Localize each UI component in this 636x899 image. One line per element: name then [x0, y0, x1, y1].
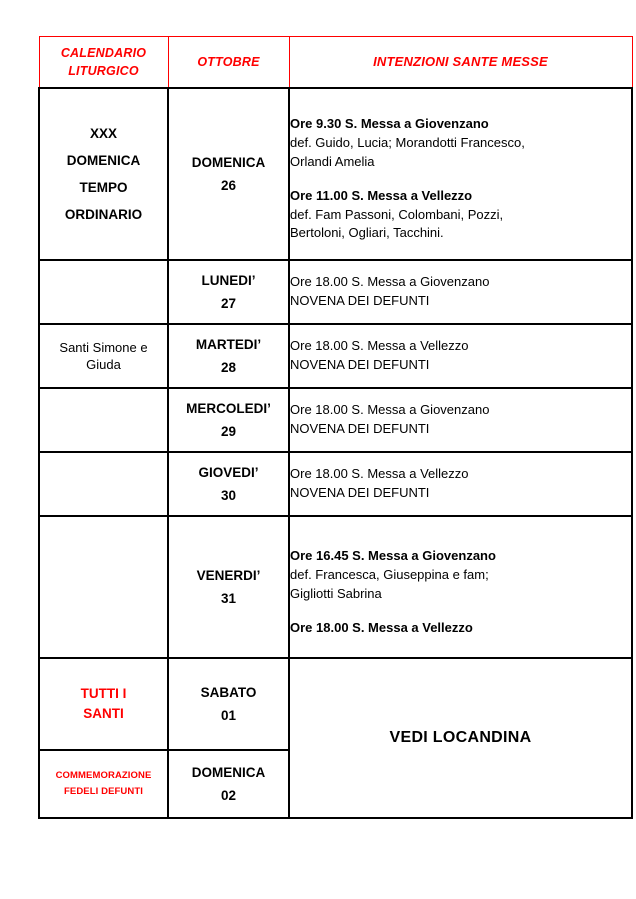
table-row: [39, 658, 632, 750]
liturgical-line-2: Giuda: [86, 357, 121, 373]
liturgical-line-1: XXX: [89, 126, 117, 142]
header-row: [39, 37, 632, 89]
mass-entry: [290, 273, 631, 311]
table-body: [39, 88, 632, 818]
table-row: [39, 388, 632, 452]
liturgical-cell-domenica-26: [39, 88, 168, 260]
day-name: MARTEDI’: [195, 336, 262, 352]
mass-title: Ore 18.00 S. Messa a Vellezzo: [290, 466, 469, 482]
mass-entry: [290, 547, 631, 604]
day-name: DOMENICA: [191, 764, 266, 780]
mass-detail-line: Gigliotti Sabrina: [290, 585, 382, 601]
mass-detail-line: NOVENA DEI DEFUNTI: [290, 293, 430, 309]
day-cell-01: [168, 658, 289, 750]
liturgical-line-2: SANTI: [83, 706, 124, 722]
day-cell-27: [168, 260, 289, 324]
mass-detail-line: Orlandi Amelia: [290, 153, 375, 169]
header-calendario-line2: LITURGICO: [68, 64, 139, 79]
liturgical-line-1: COMMEMORAZIONE: [55, 770, 152, 782]
day-name: VENERDI’: [196, 567, 261, 583]
day-cell-31: [168, 516, 289, 658]
day-name: SABATO: [200, 684, 257, 700]
mass-title: Ore 18.00 S. Messa a Vellezzo: [290, 338, 469, 354]
table-header: [39, 37, 632, 89]
merged-note-vedi-locandina: VEDI LOCANDINA: [289, 658, 632, 818]
mass-title: Ore 18.00 S. Messa a Vellezzo: [290, 619, 473, 635]
header-ottobre: OTTOBRE: [168, 37, 289, 89]
day-cell-29: [168, 388, 289, 452]
header-calendario-line1: CALENDARIO: [60, 46, 147, 60]
day-cell-30: [168, 452, 289, 516]
day-cell-28: [168, 324, 289, 388]
mass-detail-line: def. Francesca, Giuseppina e fam;: [290, 566, 489, 582]
mass-detail-line: def. Guido, Lucia; Morandotti Francesco,: [290, 135, 525, 151]
table-row: [39, 516, 632, 658]
mass-detail-line: NOVENA DEI DEFUNTI: [290, 357, 430, 373]
mass-entry: [290, 115, 631, 172]
mass-title: Ore 11.00 S. Messa a Vellezzo: [290, 187, 473, 203]
mass-detail-line: NOVENA DEI DEFUNTI: [290, 485, 430, 501]
mass-entry: [290, 187, 631, 244]
liturgical-cell-lunedi-27: [39, 260, 168, 324]
liturgical-line-2: DOMENICA: [66, 153, 141, 169]
mass-detail-line: NOVENA DEI DEFUNTI: [290, 421, 430, 437]
mass-title: Ore 18.00 S. Messa a Giovenzano: [290, 274, 490, 290]
day-number: 01: [220, 708, 237, 724]
header-intenzioni-sante-messe: INTENZIONI SANTE MESSE: [289, 37, 632, 89]
day-number: 26: [220, 178, 237, 194]
day-cell-02: [168, 750, 289, 818]
day-number: 31: [220, 591, 237, 607]
liturgical-line-4: ORDINARIO: [64, 207, 143, 223]
table-row: [39, 260, 632, 324]
header-calendario-liturgico: [39, 37, 168, 89]
day-name: GIOVEDI’: [198, 464, 259, 480]
day-name: DOMENICA: [191, 154, 266, 170]
day-number: 28: [220, 360, 237, 376]
day-name: LUNEDI’: [201, 272, 256, 288]
liturgical-cell-martedi-28: [39, 324, 168, 388]
liturgical-cell-giovedi-30: [39, 452, 168, 516]
mass-detail-line: Bertoloni, Ogliari, Tacchini.: [290, 225, 444, 241]
mass-title: Ore 18.00 S. Messa a Giovenzano: [290, 402, 490, 418]
mass-title: Ore 9.30 S. Messa a Giovenzano: [290, 116, 489, 132]
liturgical-cell-mercoledi-29: [39, 388, 168, 452]
liturgical-cell-sabato-01: [39, 658, 168, 750]
day-name: MERCOLEDI’: [186, 400, 271, 416]
table-row: [39, 88, 632, 260]
liturgical-cell-domenica-02: [39, 750, 168, 818]
day-number: 02: [220, 788, 237, 804]
intentions-cell-26: [289, 88, 632, 260]
intentions-cell-31: [289, 516, 632, 658]
liturgical-line-1: TUTTI I: [80, 686, 127, 701]
mass-entry: [290, 337, 631, 375]
liturgical-line-3: TEMPO: [79, 180, 128, 196]
day-number: 30: [220, 488, 237, 504]
mass-entry: [290, 401, 631, 439]
liturgical-calendar-table: [38, 36, 633, 819]
liturgical-line-2: FEDELI DEFUNTI: [64, 786, 143, 798]
day-number: 27: [220, 296, 237, 312]
intentions-cell-28: [289, 324, 632, 388]
intentions-cell-29: [289, 388, 632, 452]
mass-entry: [290, 465, 631, 503]
liturgical-cell-venerdi-31: [39, 516, 168, 658]
liturgical-line-1: Santi Simone e: [59, 339, 148, 355]
day-number: 29: [220, 424, 237, 440]
mass-title: Ore 16.45 S. Messa a Giovenzano: [290, 548, 496, 564]
table-row: [39, 452, 632, 516]
table-row: [39, 324, 632, 388]
day-cell-26: [168, 88, 289, 260]
mass-detail-line: def. Fam Passoni, Colombani, Pozzi,: [290, 206, 504, 222]
intentions-cell-27: [289, 260, 632, 324]
mass-entry: [290, 619, 631, 638]
intentions-cell-30: [289, 452, 632, 516]
